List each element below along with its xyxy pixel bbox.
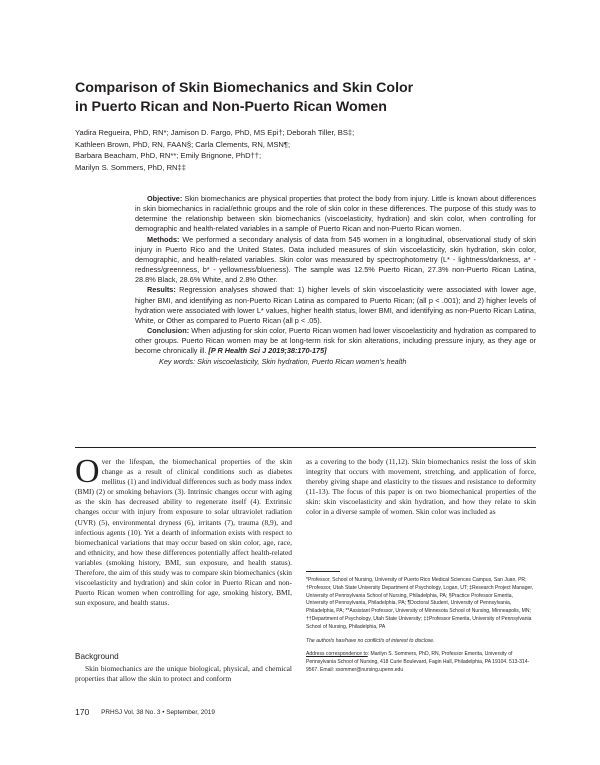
abstract-methods: [135, 235, 536, 286]
author-line: Barbara Beacham, PhD, RN**; Emily Brignone, PhD††;: [75, 151, 262, 161]
title-line-2: in Puerto Rican and Non-Puerto Rican Women: [75, 99, 387, 115]
conclusion-text: When adjusting for skin color, Puerto Rican women had lower viscoelasticity and hydration as compared to other groups. Puerto Rican women may be at long-term risk for skin alterations, including pressure injury, as they age or become chronically ill.: [135, 326, 536, 356]
objective-text: Skin biomechanics are physical properties that protect the body from injury. Little is known about differences in skin biomechanics in racial/ethnic groups and the role of skin color in these differences. The purpose of this study was to determine the relationship between skin biomechanics (viscoelasticity, hydration) and skin color, when controlling for demographic and health-related variables in a sample of Puerto Rican and non-Puerto Rican women.: [135, 194, 536, 234]
page-footer: [75, 707, 536, 717]
section-heading-background: Background: [75, 652, 119, 661]
methods-label: Methods:: [147, 234, 180, 244]
abstract-results: [135, 285, 536, 326]
footnote-divider: [306, 571, 340, 572]
page-number: 170: [75, 707, 90, 717]
author-line: Kathleen Brown, PhD, RN, FAAN§; Carla Clements, RN, MSN¶;: [75, 139, 291, 149]
objective-label: Objective:: [147, 194, 183, 203]
correspondence-text: : Marilyn S. Sommers, PhD, RN, Professor Emerita, University of Pennsylvania School of Nursing, 418 Curie Boulevard, Fagin Hall, Philadelphia, PA 19104. 513-314-9567. Email: ssommer@nursing.upenn.edu: [306, 651, 530, 673]
correspondence: [306, 651, 536, 674]
abstract-conclusion: [135, 326, 536, 356]
article-title: [75, 79, 535, 117]
conclusion-label: Conclusion:: [147, 326, 190, 336]
intro-paragraph: [75, 453, 292, 608]
results-label: Results:: [147, 285, 176, 295]
author-list: [75, 127, 535, 173]
keywords: Key words: Skin viscoelasticity, Skin hydration, Puerto Rican women's health: [159, 356, 407, 366]
author-line: Yadira Regueira, PhD, RN*; Jamison D. Fargo, PhD, MS Epi†; Deborah Tiller, BS‡;: [75, 128, 355, 137]
correspondence-label: Address correspondence to: [306, 651, 368, 658]
title-line-1: Comparison of Skin Biomechanics and Skin Color: [75, 80, 414, 96]
drop-cap: O: [75, 453, 100, 490]
footnotes: [306, 577, 536, 675]
affiliations: *Professor, School of Nursing, University of Puerto Rico Medical Sciences Campus, San Juan, PR; †Professor, Utah State University Department of Psychology, Logan, UT; ‡Research Project Manager, University of Pennsylvania School of Nursing, Philadelphia, PA; §Practice Professor Emerita, University of Pennsylvania, Philadelphia, PA; ¶Doctoral Student, University of Pennsylvania, Philadelphia, PA; **Assistant Professor, University of Minnesota School of Nursing, Minneapolis, MN; ††Department of Psychology, Utah State University; ‡‡Professor Emerita, University of Pennsylvania School of Nursing, Philadelphia, PA: [306, 577, 534, 630]
journal-info: PRHSJ Vol. 38 No. 3 • September, 2019: [101, 708, 215, 716]
abstract-divider: [75, 447, 536, 448]
background-paragraph: Skin biomechanics are the unique biological, physical, and chemical properties that allow the skin to protect and conform: [75, 664, 292, 684]
results-text: Regression analyses showed that: 1) higher levels of skin viscoelasticity were associated with lower age, higher BMI, and identifying as non-Puerto Rican Latina as compared to Puerto Rican; (all p < .001); and 2) higher levels of hydration were associated with lower L* values, higher health status, lower BMI, and identifying as non-Puerto Rican Latina, White, or Other as compared to Puerto Rican (all p < .05).: [135, 285, 536, 325]
intro-text: ver the lifespan, the biomechanical properties of the skin change as a result of clinical conditions such as diabetes mellitus (1) and individual differences such as body mass index (BMI) (2) or smoking behaviors (3). Intrinsic changes occur with aging as the skin has decreased ability to regenerate itself (4). Extrinsic changes occur with injury from exposure to solar ultraviolet radiation (UVR) (5), environmental dryness (6), irritants (7), trauma (8,9), and infectious agents (10). Yet a dearth of information exists with respect to biomechanical variations that may occur based on skin color, age, race, and ethnicity, and how these differences potentially affect health-related variables (smoking history, BMI, sun exposure, and health status). Therefore, the aim of this study was to compare skin biomechanics (skin viscoelasticity and hydration) and skin color in Puerto Rican and non-Puerto Rican women when controlling for age, smoking history, BMI, sun exposure, and health status.: [75, 457, 292, 608]
body-column-left: [75, 453, 292, 608]
right-column-paragraph: as a covering to the body (11,12). Skin biomechanics resist the loss of skin integrity that occurs with movement, stretching, and application of force, thereby giving shape and elasticity to the tissues and resistance to deformity (11-13). The focus of this paper is on two biomechanical properties of the skin: skin viscoelasticity and skin hydration, and how they relate to skin color in a diverse sample of women. Skin color was included as: [306, 457, 536, 517]
citation: [P R Health Sci J 2019;38:170-175]: [208, 346, 327, 356]
author-line: Marilyn S. Sommers, PhD, RN‡‡: [75, 162, 186, 172]
conflict-statement: The author/s has/have no conflict/s of interest to disclose.: [306, 637, 435, 644]
body-column-right: [306, 457, 536, 518]
abstract-objective: [135, 194, 536, 235]
abstract: [135, 194, 536, 367]
background-paragraph-block: [75, 664, 292, 684]
methods-text: We performed a secondary analysis of data from 545 women in a longitudinal, observational study of skin injury in Puerto Rico and the United States. Data included measures of skin viscoelasticity, skin hydration, skin color, demographic, and health-related variables. Skin color was measured by spectrophotometry (L* - lightness/darkness, a* - redness/greenness, b* - yellowness/blueness). The sample was 12.5% Puerto Rican, 27.3% non-Puerto Rican Latina, 28.8% Black, 28.6% White, and 2.8% Other.: [135, 234, 536, 285]
